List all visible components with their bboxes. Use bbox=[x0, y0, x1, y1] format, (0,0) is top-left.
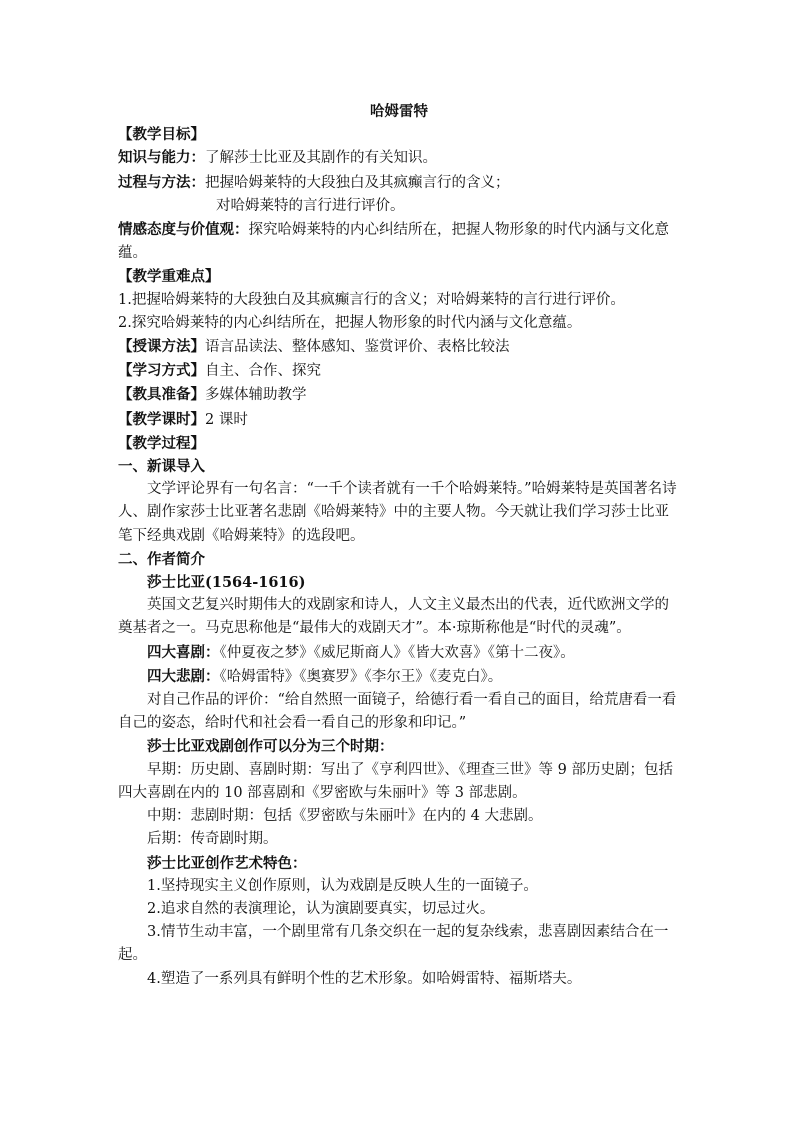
author-name: 莎士比亚(1564-1616) bbox=[147, 574, 306, 592]
class-hours-text: 2 课时 bbox=[205, 411, 248, 428]
goal-knowledge-label: 知识与能力： bbox=[118, 149, 205, 167]
goal-process bbox=[118, 171, 680, 195]
goal-attitude bbox=[118, 218, 680, 265]
key-points-heading: 【教学重难点】 bbox=[118, 268, 220, 286]
section-1-heading: 一、新课导入 bbox=[118, 458, 205, 476]
goal-attitude-label: 情感态度与价值观： bbox=[118, 221, 249, 239]
author-text: 英国文艺复兴时期伟大的戏剧家和诗人，人文主义最杰出的代表，近代欧洲文学的奠基者之一。马克思称他是“最伟大的戏剧天才”。本·琼斯称他是“时代的灵魂”。 bbox=[118, 597, 669, 637]
teaching-method bbox=[118, 335, 680, 359]
goal-knowledge bbox=[118, 146, 680, 170]
class-hours-label: 【教学课时】 bbox=[118, 410, 205, 428]
document-body bbox=[118, 100, 680, 991]
class-hours bbox=[118, 408, 680, 432]
feature-2: 2.追求自然的表演理论，认为演剧要真实，切忌过火。 bbox=[147, 900, 495, 917]
period-late: 后期：传奇剧时期。 bbox=[147, 831, 278, 848]
teaching-method-text: 语言品读法、整体感知、鉴赏评价、表格比较法 bbox=[205, 339, 510, 356]
teaching-tools bbox=[118, 383, 680, 407]
learning-mode bbox=[118, 359, 680, 383]
teaching-tools-text: 多媒体辅助教学 bbox=[205, 387, 307, 404]
learning-mode-label: 【学习方式】 bbox=[118, 362, 205, 380]
four-comedies-text: 《仲夏夜之梦》《威尼斯商人》《皆大欢喜》《第十二夜》。 bbox=[219, 644, 575, 661]
four-comedies bbox=[118, 641, 680, 665]
learning-mode-text: 自主、合作、探究 bbox=[205, 363, 321, 380]
period-early: 早期：历史剧、喜剧时期：写出了《亨利四世》、《理查三世》等 9 部历史剧；包括四大喜剧在内的 10 部喜剧和《罗密欧与朱丽叶》等 3 部悲剧。 bbox=[118, 761, 673, 801]
four-tragedies-label: 四大悲剧： bbox=[147, 667, 220, 685]
four-tragedies bbox=[118, 665, 680, 689]
section-2-heading: 二、作者简介 bbox=[118, 550, 205, 568]
goal-process-label: 过程与方法： bbox=[118, 173, 205, 191]
self-evaluation: 对自己作品的评价：“给自然照一面镜子，给德行看一看自己的面目，给荒唐看一看自己的姿态，给时代和社会看一看自己的形象和印记。” bbox=[118, 692, 677, 732]
goal-process-text-2: 对哈姆莱特的言行进行评价。 bbox=[216, 197, 405, 214]
feature-1: 1.坚持现实主义创作原则，认为戏剧是反映人生的一面镜子。 bbox=[147, 877, 538, 894]
features-heading: 莎士比亚创作艺术特色： bbox=[147, 854, 307, 872]
feature-4: 4.塑造了一系列具有鲜明个性的艺术形象。如哈姆雷特、福斯塔夫。 bbox=[147, 970, 582, 987]
feature-3: 3.情节生动丰富，一个剧里常有几条交织在一起的复杂线索，悲喜剧因素结合在一起。 bbox=[118, 924, 669, 964]
page-title: 哈姆雷特 bbox=[370, 103, 428, 120]
goal-process-text: 把握哈姆莱特的大段独白及其疯癫言行的含义； bbox=[205, 174, 510, 191]
four-tragedies-text: 《哈姆雷特》《奥赛罗》《李尔王》《麦克白》。 bbox=[219, 668, 503, 685]
goals-heading: 【教学目标】 bbox=[118, 126, 205, 144]
periods-heading: 莎士比亚戏剧创作可以分为三个时期： bbox=[147, 738, 394, 756]
teaching-tools-label: 【教具准备】 bbox=[118, 386, 205, 404]
period-middle: 中期：悲剧时期：包括《罗密欧与朱丽叶》在内的 4 大悲剧。 bbox=[147, 808, 543, 825]
section-1-text: 文学评论界有一句名言：“一千个读者就有一千个哈姆莱特。”哈姆莱特是英国著名诗人、剧作家莎士比亚著名悲剧《哈姆莱特》中的主要人物。今天就让我们学习莎士比亚笔下经典戏剧《哈姆莱特》的选段吧。 bbox=[118, 481, 677, 544]
goal-attitude-text: 探究哈姆莱特的内心纠结所在，把握人物形象的时代内涵与文化意蕴。 bbox=[118, 222, 669, 262]
key-point-2: 2.探究哈姆莱特的内心纠结所在，把握人物形象的时代内涵与文化意蕴。 bbox=[118, 314, 582, 331]
four-comedies-label: 四大喜剧： bbox=[147, 643, 220, 661]
key-point-1: 1.把握哈姆莱特的大段独白及其疯癫言行的含义；对哈姆莱特的言行进行评价。 bbox=[118, 291, 625, 308]
teaching-method-label: 【授课方法】 bbox=[118, 338, 205, 356]
goal-knowledge-text: 了解莎士比亚及其剧作的有关知识。 bbox=[205, 150, 437, 167]
process-heading: 【教学过程】 bbox=[118, 434, 205, 452]
